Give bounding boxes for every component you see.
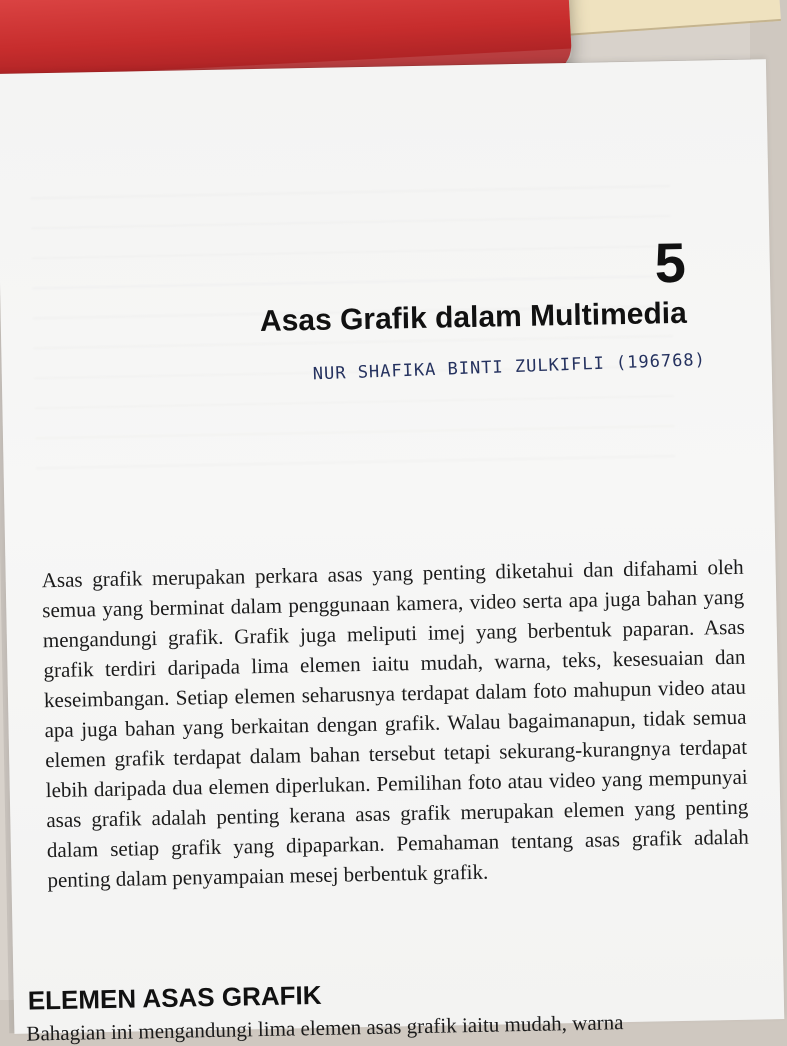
book-page — [0, 59, 784, 1046]
chapter-title: Asas Grafik dalam Multimedia — [259, 296, 688, 338]
section-heading: ELEMEN ASAS GRAFIK — [27, 979, 322, 1016]
chapter-number: 5 — [653, 230, 687, 295]
section-intro: Bahagian ini mengandungi lima elemen asas grafik iaitu mudah, warna — [26, 1010, 624, 1046]
handwritten-name: NUR SHAFIKA BINTI ZULKIFLI (196768) — [312, 350, 706, 385]
body-paragraph: Asas grafik merupakan perkara asas yang penting diketahui dan difahami oleh semua yang berminat dalam penggunaan kamera, video serta apa juga bahan yang mengandungi grafik. Grafik juga meliputi imej yang berbentuk paparan. Asas grafik terdiri daripada lima elemen iaitu mudah, warna, teks, kesesuaian dan keseimbangan. Setiap elemen seharusnya terdapat dalam foto mahupun video atau apa juga bahan yang berkaitan dengan grafik. Walau bagaimanapun, tidak semua elemen grafik terdapat dalam bahan tersebut tetapi sekurang-kurangnya terdapat lebih daripada dua elemen diperlukan. Pemilihan foto atau video yang mempunyai asas grafik adalah penting kerana asas grafik merupakan elemen yang penting dalam setiap grafik yang dipaparkan. Pemahaman tentang asas grafik adalah penting dalam penyampaian mesej berbentuk grafik. — [41, 554, 750, 893]
